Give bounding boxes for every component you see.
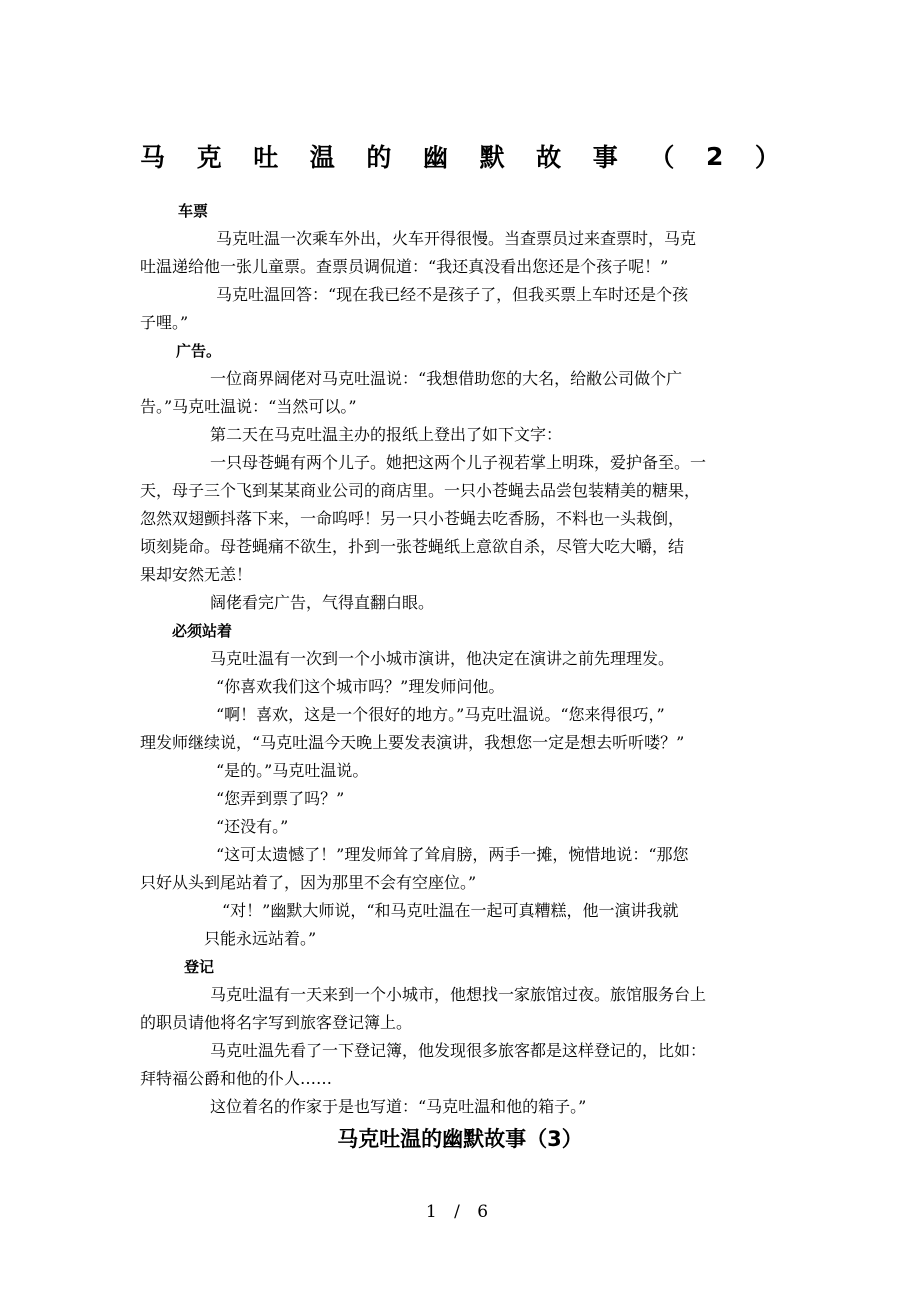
next-story-title: 马克吐温的幽默故事（3） bbox=[337, 1127, 583, 1151]
title-char: 默 bbox=[479, 143, 505, 172]
title-char: 吐 bbox=[253, 143, 279, 172]
section-heading-standing: 必须站着 bbox=[172, 622, 233, 640]
title-char: 事 bbox=[592, 143, 618, 172]
paragraph-line: 一位商界阔佬对马克吐温说：“我想借助您的大名，给敝公司做个广 bbox=[210, 369, 683, 388]
section-heading-ticket: 车票 bbox=[178, 202, 209, 220]
title-char: ） bbox=[754, 143, 780, 172]
paragraph-line: 马克吐温一次乘车外出，火车开得很慢。当查票员过来查票时，马克 bbox=[216, 229, 697, 248]
title-char: 的 bbox=[366, 143, 392, 172]
paragraph-line: 马克吐温先看了一下登记簿，他发现很多旅客都是这样登记的，比如： bbox=[210, 1041, 707, 1060]
title-char: 温 bbox=[309, 143, 335, 172]
paragraph-line: “这可太遗憾了！”理发师耸了耸肩膀，两手一摊，惋惜地说：“那您 bbox=[216, 845, 689, 864]
paragraph-line: 只好从头到尾站着了，因为那里不会有空座位。” bbox=[140, 873, 477, 892]
paragraph-line: 第二天在马克吐温主办的报纸上登出了如下文字： bbox=[210, 425, 563, 444]
paragraph-line: 马克吐温有一天来到一个小城市，他想找一家旅馆过夜。旅馆服务台上 bbox=[210, 985, 707, 1004]
title-char: 克 bbox=[196, 143, 222, 172]
paragraph-line: “啊！喜欢，这是一个很好的地方。”马克吐温说。“您来得很巧，” bbox=[216, 705, 665, 724]
paragraph-line: 理发师继续说，“马克吐温今天晚上要发表演讲，我想您一定是想去听听喽？” bbox=[140, 733, 685, 752]
title-char: 故 bbox=[536, 143, 562, 172]
page-number: 1 / 6 bbox=[425, 1202, 495, 1222]
paragraph-line: 马克吐温有一次到一个小城市演讲，他决定在演讲之前先理理发。 bbox=[210, 649, 675, 668]
paragraph-line: 子哩。” bbox=[140, 313, 189, 332]
page-title bbox=[140, 138, 780, 174]
paragraph-line: 顷刻毙命。母苍蝇痛不欲生，扑到一张苍蝇纸上意欲自杀，尽管大吃大嚼，结 bbox=[140, 537, 685, 556]
section-heading-register: 登记 bbox=[184, 958, 215, 976]
title-char: （ bbox=[649, 143, 675, 172]
paragraph-line: “还没有。” bbox=[216, 817, 289, 836]
paragraph-line: 天，母子三个飞到某某商业公司的商店里。一只小苍蝇去品尝包装精美的糖果， bbox=[140, 481, 701, 500]
paragraph-line: “你喜欢我们这个城市吗？”理发师问他。 bbox=[216, 677, 505, 696]
paragraph-line: 忽然双翅颤抖落下来，一命呜呼！另一只小苍蝇去吃香肠，不料也一头栽倒， bbox=[140, 509, 685, 528]
paragraph-line: 告。”马克吐温说：“当然可以。” bbox=[140, 397, 357, 416]
paragraph-line: “是的。”马克吐温说。 bbox=[216, 761, 369, 780]
paragraph-line: 这位着名的作家于是也写道：“马克吐温和他的箱子。” bbox=[210, 1097, 587, 1116]
paragraph-line: 果却安然无恙！ bbox=[140, 565, 253, 584]
title-char: 幽 bbox=[422, 143, 448, 172]
paragraph-line: “对！”幽默大师说，“和马克吐温在一起可真糟糕，他一演讲我就 bbox=[222, 901, 679, 920]
title-char: 2 bbox=[705, 141, 724, 171]
paragraph-line: 阔佬看完广告，气得直翻白眼。 bbox=[210, 593, 435, 612]
paragraph-line: 只能永远站着。” bbox=[204, 929, 317, 948]
paragraph-line: 马克吐温回答：“现在我已经不是孩子了，但我买票上车时还是个孩 bbox=[216, 285, 689, 304]
section-heading-advert: 广告。 bbox=[176, 342, 222, 360]
paragraph-line: 一只母苍蝇有两个儿子。她把这两个儿子视若掌上明珠，爱护备至。一 bbox=[210, 453, 707, 472]
title-char: 马 bbox=[140, 143, 166, 172]
paragraph-line: 的职员请他将名字写到旅客登记簿上。 bbox=[140, 1013, 413, 1032]
paragraph-line: “您弄到票了吗？” bbox=[216, 789, 345, 808]
paragraph-line: 吐温递给他一张儿童票。查票员调侃道：“我还真没看出您还是个孩子呢！” bbox=[140, 257, 669, 276]
paragraph-line: 拜特福公爵和他的仆人…… bbox=[140, 1069, 333, 1088]
